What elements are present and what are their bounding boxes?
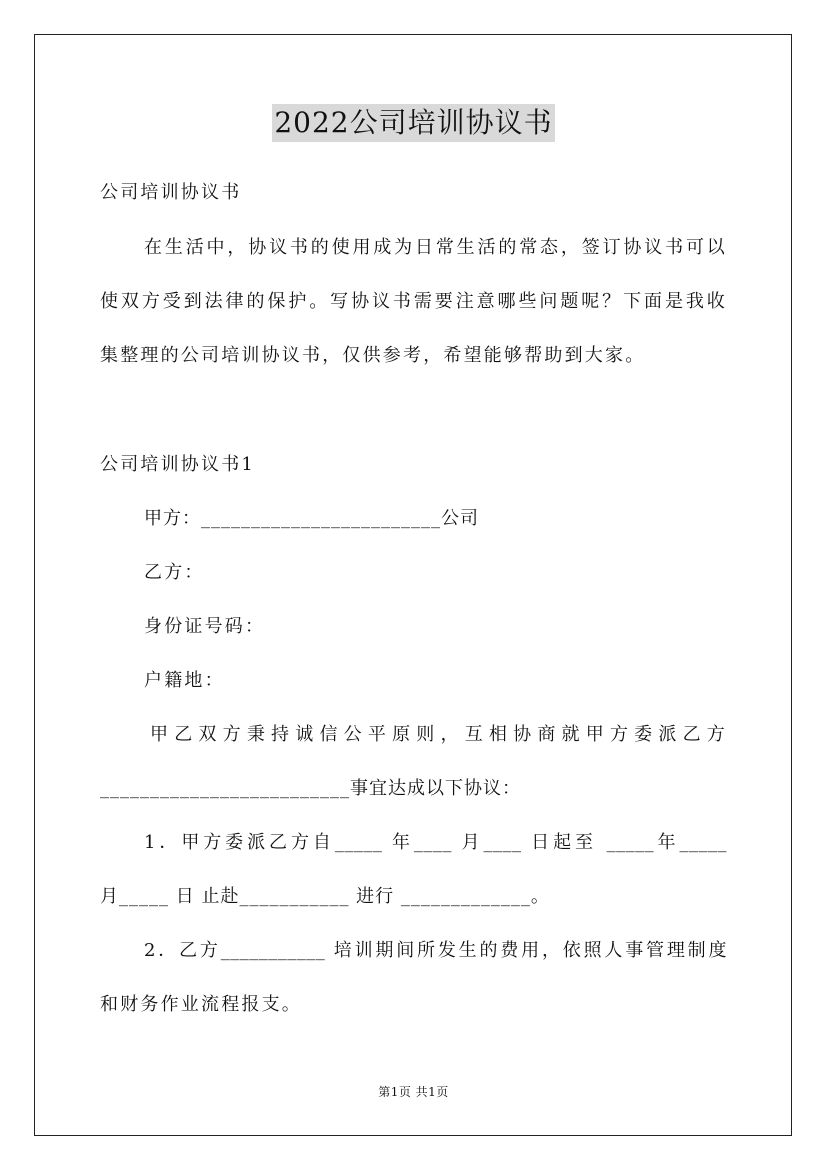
id-number-line: 身份证号码： xyxy=(144,616,266,637)
household-line: 户籍地： xyxy=(144,670,225,691)
intro-line-1: 在生活中，协议书的使用成为日常生活的常态，签订协议书可以 xyxy=(144,237,727,258)
clause-1-line-2: 月_____ 日 止赴___________ 进行 _____________。 xyxy=(100,886,550,907)
clause-1-line-1: 1．甲方委派乙方自_____ 年____ 月____ 日起至 _____年_____ xyxy=(144,832,727,853)
agreement-line-1: 甲乙双方秉持诚信公平原则，互相协商就甲方委派乙方 xyxy=(150,724,727,745)
page-footer: 第1页 共1页 xyxy=(378,1085,449,1099)
document-title: 2022公司培训协议书 xyxy=(272,104,554,142)
party-a-line: 甲方：________________________公司 xyxy=(144,508,479,529)
clause-2-line-1: 2．乙方___________ 培训期间所发生的费用，依照人事管理制度 xyxy=(144,940,727,961)
party-b-line: 乙方： xyxy=(144,562,205,583)
agreement-line-2: _________________________事宜达成以下协议： xyxy=(100,778,521,799)
section-heading: 公司培训协议书 xyxy=(100,182,242,203)
agreement-heading: 公司培训协议书1 xyxy=(100,454,256,475)
intro-line-3: 集整理的公司培训协议书，仅供参考，希望能够帮助到大家。 xyxy=(100,345,646,366)
clause-2-line-2: 和财务作业流程报支。 xyxy=(100,994,302,1015)
document-title-container xyxy=(0,104,827,142)
intro-line-2: 使双方受到法律的保护。写协议书需要注意哪些问题呢？下面是我收 xyxy=(100,291,727,312)
